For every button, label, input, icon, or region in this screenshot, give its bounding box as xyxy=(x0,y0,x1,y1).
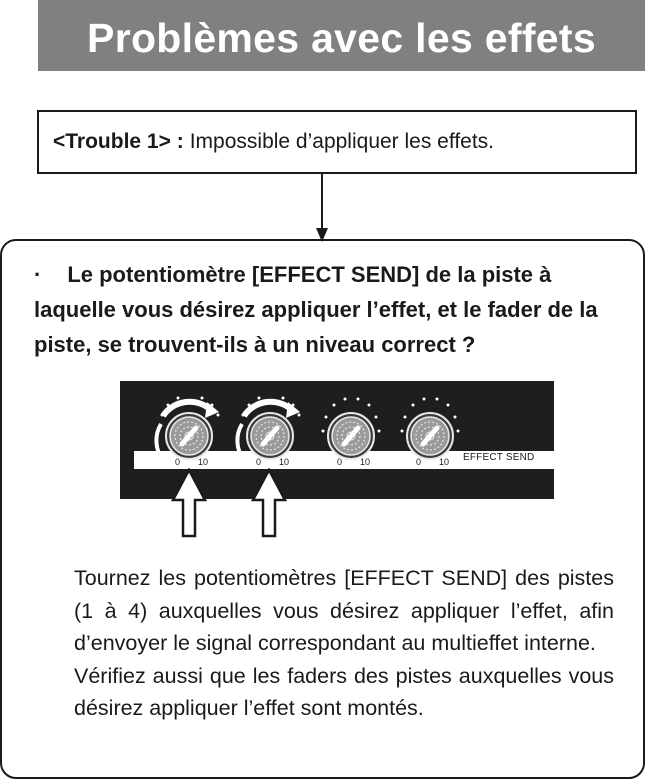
pointer-arrow-1 xyxy=(169,468,209,538)
knob-1 xyxy=(156,402,219,460)
connector-arrow xyxy=(312,172,332,244)
bullet: · xyxy=(34,262,42,287)
trouble-description: Impossible d’appliquer les effets. xyxy=(189,130,495,153)
knob-2 xyxy=(237,402,300,460)
solution-paragraph-1: Tournez les potentiomètres [EFFECT SEND] des pistes (1 à 4) auxquelles vous désirez appliquer l’effet, afin d’envoyer le signal correspondant au multieffet interne. xyxy=(74,566,614,655)
knob-3-min: 0 xyxy=(337,457,343,467)
effect-send-label: EFFECT SEND xyxy=(463,452,535,463)
check-question xyxy=(34,257,634,362)
knob-4-max: 10 xyxy=(439,457,450,467)
solution-paragraph-2: Vérifiez aussi que les faders des pistes auxquelles vous désirez appliquer l’effet sont montés. xyxy=(74,663,614,720)
knob-2-min: 0 xyxy=(256,457,262,467)
knob-1-max: 10 xyxy=(198,457,209,467)
page-title: Problèmes avec les effets xyxy=(87,15,596,61)
knob-4 xyxy=(407,413,453,459)
knob-1-min: 0 xyxy=(175,457,181,467)
knob-4-min: 0 xyxy=(416,457,422,467)
title-banner xyxy=(38,0,645,71)
question-text: Le potentiomètre [EFFECT SEND] de la piste à laquelle vous désirez appliquer l’effet, et le fader de la piste, se trouvent-ils à un niveau correct ? xyxy=(34,262,598,357)
pointer-arrow-2 xyxy=(249,468,289,538)
trouble-box xyxy=(37,110,637,174)
knob-2-max: 10 xyxy=(279,457,290,467)
knob-3 xyxy=(328,413,374,459)
solution-text xyxy=(74,562,614,725)
knob-3-max: 10 xyxy=(360,457,371,467)
trouble-label: <Trouble 1> : xyxy=(53,130,184,153)
